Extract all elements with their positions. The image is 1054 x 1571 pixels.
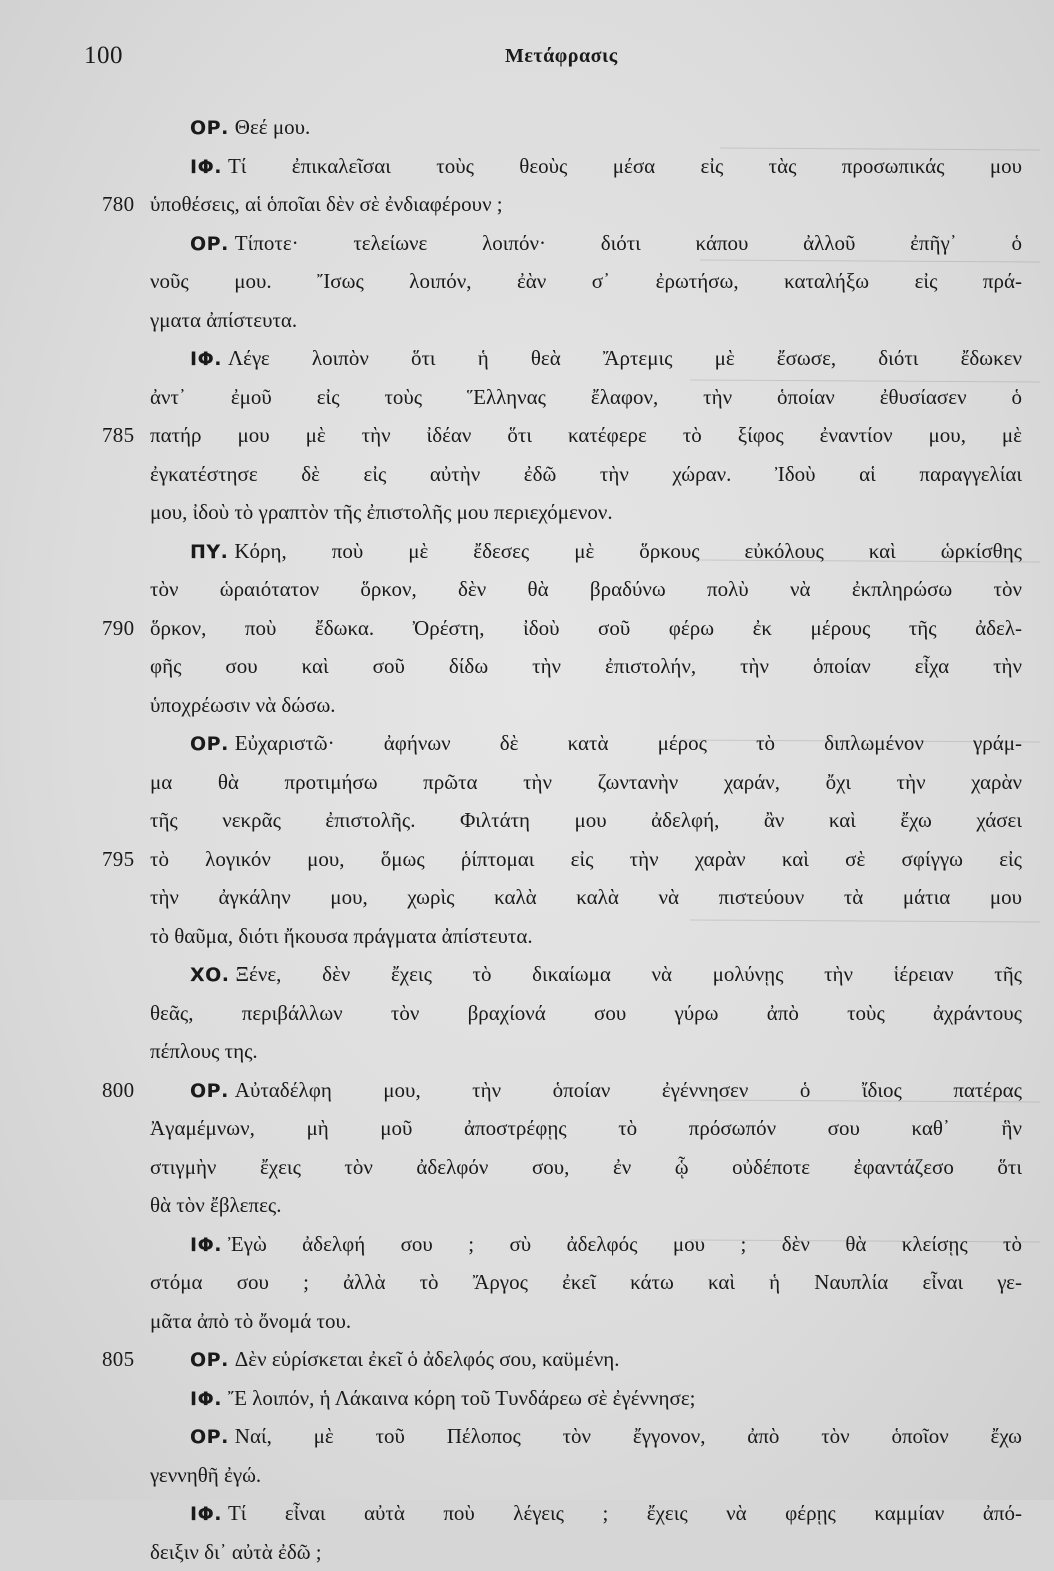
- line-text: Ἐγὼ ἀδελφή σου ; σὺ ἀδελφός μου ; δὲν θὰ κλείσῃς τὸ: [228, 1232, 1022, 1256]
- line-text: τῆς νεκρᾶς ἐπιστολῆς. Φιλτάτη μου ἀδελφή, ἂν καὶ ἔχω χάσει: [150, 808, 1022, 832]
- line-text: μα θὰ προτιμήσω πρῶτα τὴν ζωντανὴν χαράν, ὄχι τὴν χαρὰν: [150, 770, 1022, 794]
- text-line: [0, 1225, 1054, 1264]
- line-body: [150, 493, 1022, 532]
- running-title: Μετάφρασις: [505, 45, 618, 68]
- line-number: 805: [102, 1340, 134, 1379]
- line-text: πατήρ μου μὲ τὴν ἰδέαν ὅτι κατέφερε τὸ ξίφος ἐναντίον μου, μὲ: [150, 423, 1022, 447]
- text-line: [0, 378, 1054, 417]
- line-number: 785: [102, 416, 134, 455]
- speaker-label: ΟΡ.: [190, 117, 229, 139]
- text-line: [0, 763, 1054, 802]
- text-line: [0, 262, 1054, 301]
- text-line: [0, 455, 1054, 494]
- text-line: [0, 532, 1054, 571]
- line-number: 800: [102, 1071, 134, 1110]
- speaker-label: ΟΡ.: [190, 1080, 229, 1102]
- line-text: Ναί, μὲ τοῦ Πέλοπος τὸν ἔγγονον, ἀπὸ τὸν ὁποῖον ἔχω: [235, 1424, 1022, 1448]
- line-text: γεννηθῆ ἐγώ.: [150, 1463, 261, 1487]
- dialogue-text: [0, 108, 1054, 1571]
- text-line: [0, 994, 1054, 1033]
- text-line: [0, 686, 1054, 725]
- line-text: μᾶτα ἀπὸ τὸ ὄνομά του.: [150, 1309, 351, 1333]
- line-text: νοῦς μου. Ἴσως λοιπόν, ἐὰν σ᾽ ἐρωτήσω, καταλήξω εἰς πρά-: [150, 269, 1022, 293]
- line-body: [190, 108, 1022, 148]
- line-text: Λέγε λοιπὸν ὅτι ἡ θεὰ Ἄρτεμις μὲ ἔσωσε, διότι ἔδωκεν: [228, 346, 1022, 370]
- text-line: [0, 1032, 1054, 1071]
- text-line: [0, 878, 1054, 917]
- line-text: Τί εἶναι αὐτὰ ποὺ λέγεις ; ἔχεις νὰ φέρῃς καμμίαν ἀπό-: [228, 1501, 1022, 1525]
- text-line: [0, 1340, 1054, 1379]
- line-body: [150, 1263, 1022, 1302]
- line-number: 795: [102, 840, 134, 879]
- line-text: Ἔ λοιπόν, ἡ Λάκαινα κόρη τοῦ Τυνδάρεω σὲ ἐγέννησε;: [228, 1386, 696, 1410]
- line-text: στιγμὴν ἔχεις τὸν ἀδελφόν σου, ἐν ᾧ οὐδέποτε ἐφαντάζεσο ὅτι: [150, 1155, 1022, 1179]
- line-text: τὸ λογικόν μου, ὅμως ῥίπτομαι εἰς τὴν χαρὰν καὶ σὲ σφίγγω εἰς: [150, 847, 1022, 871]
- line-number: 780: [102, 185, 134, 224]
- text-line: [0, 724, 1054, 763]
- text-line: [0, 147, 1054, 186]
- text-line: [0, 339, 1054, 378]
- line-text: Ξένε, δὲν ἔχεις τὸ δικαίωμα νὰ μολύνῃς τὴν ἱέρειαν τῆς: [236, 962, 1022, 986]
- line-text: στόμα σου ; ἀλλὰ τὸ Ἄργος ἐκεῖ κάτω καὶ ἡ Ναυπλία εἶναι γε-: [150, 1270, 1022, 1294]
- line-body: [190, 1340, 1022, 1380]
- line-text: ὅρκον, ποὺ ἔδωκα. Ὀρέστη, ἰδοὺ σοῦ φέρω ἐκ μέρους τῆς ἀδελ-: [150, 616, 1022, 640]
- text-line: [0, 1417, 1054, 1456]
- page-number: 100: [84, 42, 123, 70]
- text-line: [0, 185, 1054, 224]
- line-text: Θεέ μου.: [235, 115, 310, 139]
- text-line: [0, 647, 1054, 686]
- line-text: δειξιν δι᾽ αὐτὰ ἐδῶ ;: [150, 1540, 322, 1564]
- speaker-label: ΙΦ.: [190, 1234, 222, 1256]
- line-text: γματα ἀπίστευτα.: [150, 308, 297, 332]
- line-body: [150, 301, 1022, 340]
- line-body: [150, 1148, 1022, 1187]
- text-line: [0, 301, 1054, 340]
- line-body: [150, 1456, 1022, 1495]
- text-line: [0, 955, 1054, 994]
- line-text: ἀντ᾽ ἐμοῦ εἰς τοὺς Ἕλληνας ἔλαφον, τὴν ὁποίαν ἐθυσίασεν ὁ: [150, 385, 1022, 409]
- line-body: [190, 339, 1022, 379]
- line-body: [190, 724, 1022, 764]
- line-text: θὰ τὸν ἔβλεπες.: [150, 1193, 282, 1217]
- text-line: [0, 493, 1054, 532]
- line-body: [150, 1533, 1022, 1571]
- line-text: ἐγκατέστησε δὲ εἰς αὐτὴν ἐδῶ τὴν χώραν. Ἰδοὺ αἱ παραγγελίαι: [150, 462, 1022, 486]
- line-body: [190, 1417, 1022, 1457]
- line-text: πέπλους της.: [150, 1039, 258, 1063]
- line-body: [150, 378, 1022, 417]
- line-body: [190, 147, 1022, 187]
- line-text: μου, ἰδοὺ τὸ γραπτὸν τῆς ἐπιστολῆς μου περιεχόμενον.: [150, 500, 613, 524]
- speaker-label: ΙΦ.: [190, 348, 222, 370]
- speaker-label: ΙΦ.: [190, 1388, 222, 1410]
- line-text: τὴν ἀγκάλην μου, χωρὶς καλὰ καλὰ νὰ πιστεύουν τὰ μάτια μου: [150, 885, 1022, 909]
- line-body: [190, 955, 1022, 995]
- line-body: [150, 262, 1022, 301]
- speaker-label: ΧΟ.: [190, 964, 230, 986]
- line-text: Δὲν εὑρίσκεται ἐκεῖ ὁ ἀδελφός σου, καϋμένη.: [235, 1347, 620, 1371]
- line-body: [150, 1186, 1022, 1225]
- text-line: [0, 1071, 1054, 1110]
- text-line: [0, 1186, 1054, 1225]
- line-body: [150, 416, 1022, 455]
- line-text: Ἀγαμέμνων, μὴ μοῦ ἀποστρέφῃς τὸ πρόσωπόν σου καθ᾽ ἣν: [150, 1116, 1022, 1140]
- text-line: [0, 801, 1054, 840]
- line-body: [150, 686, 1022, 725]
- line-text: Αὐταδέλφη μου, τὴν ὁποίαν ἐγέννησεν ὁ ἴδιος πατέρας: [235, 1078, 1022, 1102]
- line-body: [190, 1071, 1022, 1111]
- page-header: [0, 42, 1054, 82]
- line-body: [150, 917, 1022, 956]
- line-text: ὑποχρέωσιν νὰ δώσω.: [150, 693, 336, 717]
- line-body: [150, 570, 1022, 609]
- text-line: [0, 609, 1054, 648]
- line-text: τὸν ὡραιότατον ὅρκον, δὲν θὰ βραδύνω πολὺ νὰ ἐκπληρώσω τὸν: [150, 577, 1022, 601]
- line-body: [150, 647, 1022, 686]
- text-line: [0, 917, 1054, 956]
- line-body: [190, 1225, 1022, 1265]
- speaker-label: ΟΡ.: [190, 1349, 229, 1371]
- line-body: [150, 185, 1022, 224]
- line-text: Τίποτε· τελείωνε λοιπόν· διότι κάπου ἀλλοῦ ἐπῆγ᾽ ὁ: [235, 231, 1022, 255]
- text-line: [0, 840, 1054, 879]
- line-body: [150, 994, 1022, 1033]
- line-body: [190, 1379, 1022, 1419]
- text-line: [0, 570, 1054, 609]
- line-text: Τί ἐπικαλεῖσαι τοὺς θεοὺς μέσα εἰς τὰς προσωπικάς μου: [228, 154, 1022, 178]
- text-line: [0, 224, 1054, 263]
- line-body: [150, 763, 1022, 802]
- line-text: ὑποθέσεις, αἱ ὁποῖαι δὲν σὲ ἐνδιαφέρουν ;: [150, 192, 503, 216]
- text-line: [0, 1302, 1054, 1341]
- text-line: [0, 1379, 1054, 1418]
- line-text: Κόρη, ποὺ μὲ ἔδεσες μὲ ὅρκους εὐκόλους καὶ ὡρκίσθης: [234, 539, 1022, 563]
- line-text: φῆς σου καὶ σοῦ δίδω τὴν ἐπιστολήν, τὴν ὁποίαν εἶχα τὴν: [150, 654, 1022, 678]
- line-body: [150, 1302, 1022, 1341]
- line-text: Εὐχαριστῶ· ἀφήνων δὲ κατὰ μέρος τὸ διπλωμένον γράμ-: [235, 731, 1022, 755]
- speaker-label: ΟΡ.: [190, 733, 229, 755]
- line-body: [150, 840, 1022, 879]
- line-body: [150, 1032, 1022, 1071]
- speaker-label: ΟΡ.: [190, 1426, 229, 1448]
- line-number: 790: [102, 609, 134, 648]
- line-body: [150, 878, 1022, 917]
- line-body: [190, 532, 1022, 572]
- speaker-label: ΟΡ.: [190, 233, 229, 255]
- text-line: [0, 108, 1054, 147]
- text-line: [0, 1533, 1054, 1571]
- line-body: [150, 609, 1022, 648]
- text-line: [0, 416, 1054, 455]
- speaker-label: ΙΦ.: [190, 1503, 222, 1525]
- speaker-label: ΠΥ.: [190, 541, 228, 563]
- line-body: [150, 1109, 1022, 1148]
- line-text: θεᾶς, περιβάλλων τὸν βραχίονά σου γύρω ἀπὸ τοὺς ἀχράντους: [150, 1001, 1022, 1025]
- text-line: [0, 1109, 1054, 1148]
- line-text: τὸ θαῦμα, διότι ἤκουσα πράγματα ἀπίστευτα.: [150, 924, 533, 948]
- line-body: [150, 801, 1022, 840]
- text-line: [0, 1148, 1054, 1187]
- speaker-label: ΙΦ.: [190, 156, 222, 178]
- text-line: [0, 1263, 1054, 1302]
- line-body: [150, 455, 1022, 494]
- text-line: [0, 1456, 1054, 1495]
- line-body: [190, 224, 1022, 264]
